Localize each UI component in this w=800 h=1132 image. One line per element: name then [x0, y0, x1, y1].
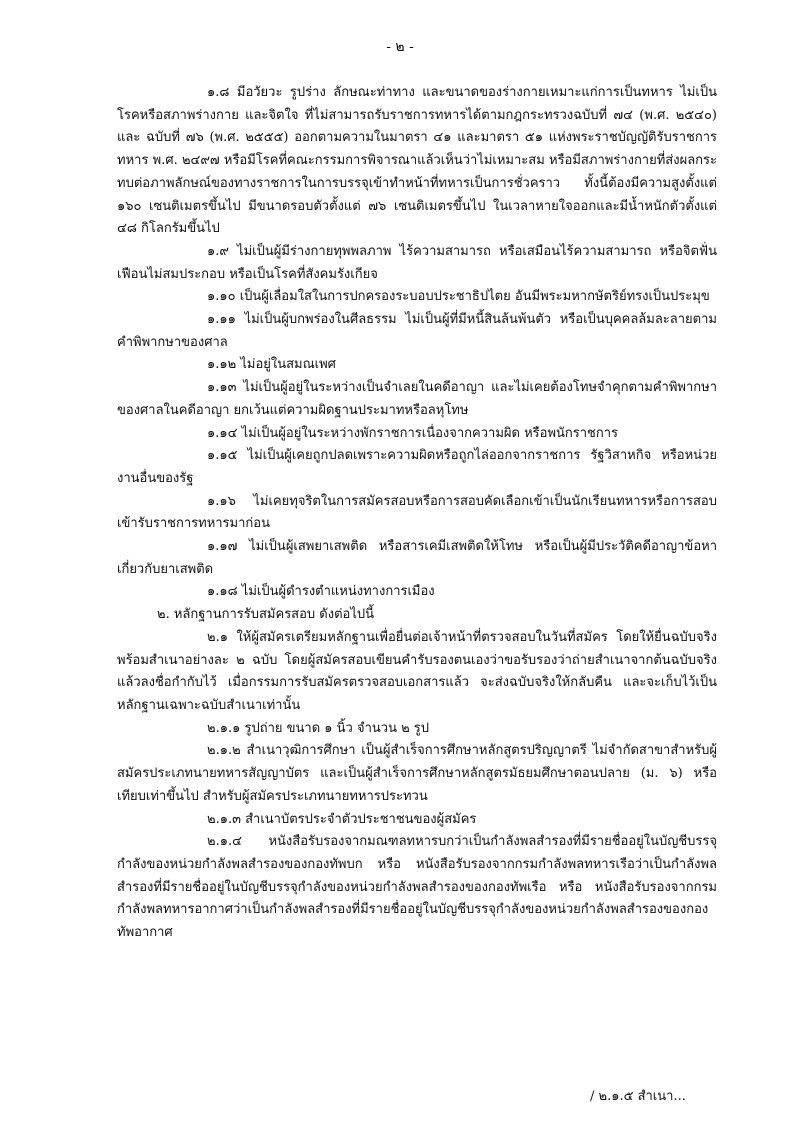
continuation-note: / ๒.๑.๕ สำเนา... [590, 1089, 686, 1104]
paragraph-1-14: ๑.๑๔ ไม่เป็นผู้อยู่ในระหว่างพักราชการเนื่องจากความผิด หรือพนักราชการ [207, 425, 619, 441]
paragraph-1-9: ๑.๙ ไม่เป็นผู้มีร่างกายทุพพลภาพ ไร้ความสามารถ หรือเสมือนไร้ความสามารถ หรือจิตฟั่นเฟือนไม่สมประกอบ หรือเป็นโรคที่สังคมรังเกียจ [117, 243, 717, 282]
paragraph-2-1-1: ๒.๑.๑ รูปถ่าย ขนาด ๑ นิ้ว จำนวน ๒ รูป [207, 720, 430, 736]
paragraph-2-1-3: ๒.๑.๓ สำเนาบัตรประจำตัวประชาชนของผู้สมัคร [207, 811, 477, 827]
paragraph-1-10: ๑.๑๐ เป็นผู้เลื่อมใสในการปกครองระบอบประชาธิปไตย อันมีพระมหากษัตริย์ทรงเป็นประมุข [207, 289, 710, 305]
document-body [117, 82, 717, 945]
paragraph-1-8: ๑.๘ มีอวัยวะ รูปร่าง ลักษณะท่าทาง และขนาดของร่างกายเหมาะแก่การเป็นทหาร ไม่เป็นโรคหรือสภาพร่างกาย และจิตใจ ที่ไม่สามารถรับราชการทหารได้ตามกฎกระทรวงฉบับที่ ๗๔ (พ.ศ. ๒๕๔๐) และ ฉบับที่ ๗๖ (พ.ศ. ๒๕๕๕) ออกตามความในมาตรา ๔๑ และมาตรา ๕๑ แห่งพระราชบัญญัติรับราชการทหาร พ.ศ. ๒๔๙๗ หรือมีโรคที่คณะกรรมการพิจารณาแล้วเห็นว่าไม่เหมาะสม หรือมีสภาพร่างกายที่ส่งผลกระทบต่อภาพลักษณ์ของทางราชการในการบรรจุเข้าทำหน้าที่ทหารเป็นการชั่วคราว ทั้งนี้ต้องมีความสูงตั้งแต่ ๑๖๐ เซนติเมตรขึ้นไป มีขนาดรอบตัวตั้งแต่ ๗๖ เซนติเมตรขึ้นไป ในเวลาหายใจออกและมีน้ำหนักตัวตั้งแต่ ๔๘ กิโลกรัมขึ้นไป [117, 85, 717, 237]
paragraph-2-1-2: ๒.๑.๒ สำเนาวุฒิการศึกษา เป็นผู้สำเร็จการศึกษาหลักสูตรปริญญาตรี ไม่จำกัดสาขาสำหรับผู้สมัครประเภทนายทหารสัญญาบัตร และเป็นผู้สำเร็จการศึกษาหลักสูตรมัธยมศึกษาตอนปลาย (ม. ๖) หรือเทียบเท่าขึ้นไป สำหรับผู้สมัครประเภทนายทหารประทวน [117, 743, 717, 804]
paragraph-1-11: ๑.๑๑ ไม่เป็นผู้บกพร่องในศีลธรรม ไม่เป็นผู้ที่มีหนี้สินล้นพ้นตัว หรือเป็นบุคคลล้มละลายตามคำพิพากษาของศาล [117, 312, 717, 350]
paragraph-1-12: ๑.๑๒ ไม่อยู่ในสมณเพศ [207, 357, 336, 373]
page-number: - ๒ - [386, 39, 414, 55]
paragraph-1-18: ๑.๑๘ ไม่เป็นผู้ดำรงตำแหน่งทางการเมือง [207, 584, 435, 600]
paragraph-2-1: ๒.๑ ให้ผู้สมัครเตรียมหลักฐานเพื่อยื่นต่อเจ้าหน้าที่ตรวจสอบในวันที่สมัคร โดยให้ยื่นฉบับจริงพร้อมสำเนาอย่างละ ๒ ฉบับ โดยผู้สมัครสอบเขียนคำรับรองตนเองว่าขอรับรองว่าถ่ายสำเนาจากต้นฉบับจริงแล้วลงชื่อกำกับไว้ เมื่อกรรมการรับสมัครตรวจสอบเอกสารแล้ว จะส่งฉบับจริงให้กลับคืน และจะเก็บไว้เป็นหลักฐานเฉพาะฉบับสำเนาเท่านั้น [117, 629, 717, 713]
paragraph-1-13: ๑.๑๓ ไม่เป็นผู้อยู่ในระหว่างเป็นจำเลยในคดีอาญา และไม่เคยต้องโทษจำคุกตามคำพิพากษาของศาลในคดีอาญา ยกเว้นแต่ความผิดฐานประมาทหรือลหุโทษ [117, 380, 717, 418]
paragraph-1-15: ๑.๑๕ ไม่เป็นผู้เคยถูกปลดเพราะความผิดหรือถูกไล่ออกจากราชการ รัฐวิสาหกิจ หรือหน่วยงานอื่นของรัฐ [117, 448, 717, 486]
paragraph-1-17: ๑.๑๗ ไม่เป็นผู้เสพยาเสพติด หรือสารเคมีเสพติดให้โทษ หรือเป็นผู้มีประวัติคดีอาญาข้อหาเกี่ยวกับยาเสพติด [117, 539, 717, 577]
paragraph-1-16: ๑.๑๖ ไม่เคยทุจริตในการสมัครสอบหรือการสอบคัดเลือกเข้าเป็นนักเรียนทหารหรือการสอบเข้ารับราชการทหารมาก่อน [117, 493, 717, 532]
section-heading-2: ๒. หลักฐานการรับสมัครสอบ ดังต่อไปนี้ [157, 607, 375, 623]
paragraph-2-1-4: ๒.๑.๔ หนังสือรับรองจากมณฑลทหารบกว่าเป็นกำลังพลสำรองที่มีรายชื่ออยู่ในบัญชีบรรจุกำลังของหน่วยกำลังพลสำรองของกองทัพบก หรือ หนังสือรับรองจากกรมกำลังพลทหารเรือว่าเป็นกำลังพลสำรองที่มีรายชื่ออยู่ในบัญชีบรรจุกำลังของหน่วยกำลังพลสำรองของกองทัพเรือ หรือ หนังสือรับรองจากกรมกำลังพลทหารอากาศว่าเป็นกำลังพลสำรองที่มีรายชื่ออยู่ในบัญชีบรรจุกำลังของหน่วยกำลังพลสำรองของกองทัพอากาศ [117, 834, 717, 941]
